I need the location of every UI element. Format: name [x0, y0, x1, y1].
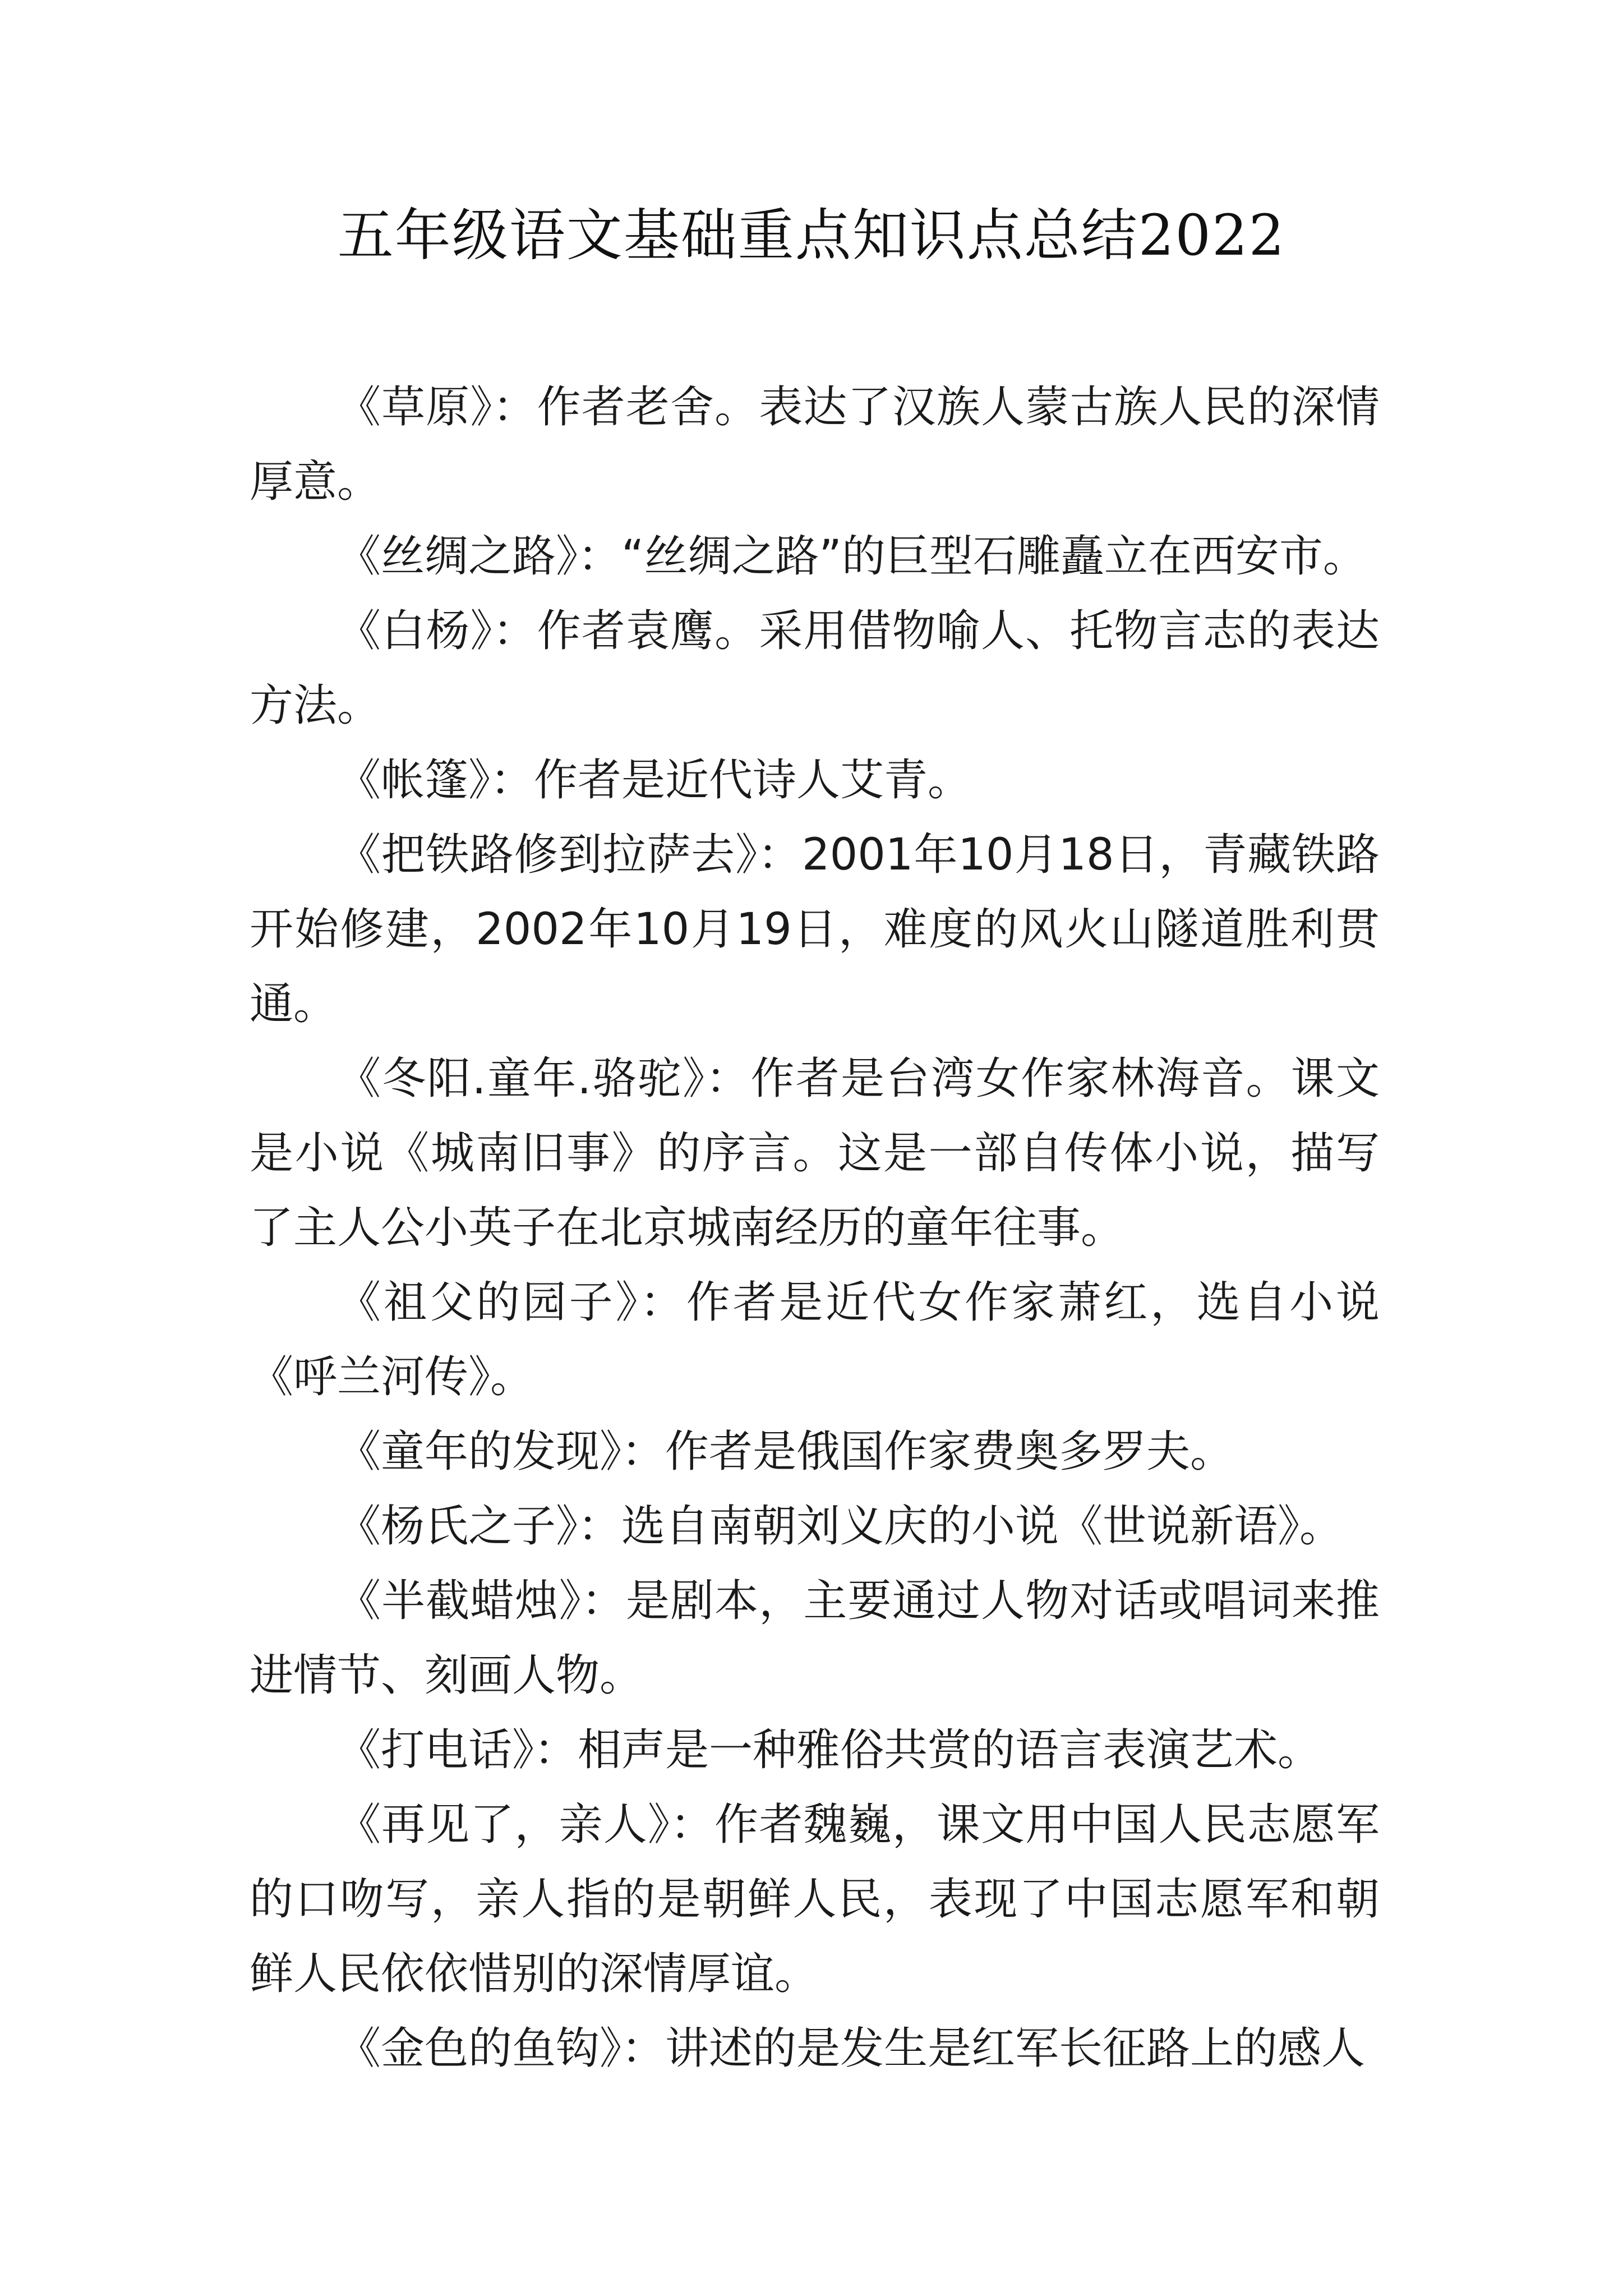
- paragraph-yangshizhizi: 《杨氏之子》：选自南朝刘义庆的小说《世说新语》。: [337, 1501, 1344, 1552]
- paragraph-zaijian-qinren: 《再见了，亲人》：作者魏巍，课文用中国人民志愿军的口吻写，亲人指的是朝鲜人民，表现了中国志愿军和朝鲜人民依依惜别的深情厚谊。: [250, 1800, 1380, 1999]
- paragraph-caoyuan: 《草原》：作者老舍。表达了汉族人蒙古族人民的深情厚意。: [250, 382, 1380, 507]
- paragraph-zufu-yuanzi: 《祖父的园子》：作者是近代女作家萧红，选自小说《呼兰河传》。: [250, 1277, 1380, 1402]
- paragraph-baiyang: 《白杨》：作者袁鹰。采用借物喻人、托物言志的表达方法。: [250, 606, 1380, 731]
- document-body: [250, 370, 1380, 2086]
- paragraph-tongnian-faxian: 《童年的发现》：作者是俄国作家费奥多罗夫。: [337, 1427, 1234, 1477]
- paragraph-tielu-lasa: 《把铁路修到拉萨去》：2001年10月18日，青藏铁路开始修建，2002年10月19日，难度的风火山隧道胜利贯通。: [250, 830, 1380, 1029]
- paragraph-dongyang-tongnian-luotuo: 《冬阳.童年.骆驼》：作者是台湾女作家林海音。课文是小说《城南旧事》的序言。这是一部自传体小说，描写了主人公小英子在北京城南经历的童年往事。: [250, 1053, 1380, 1253]
- paragraph-sichouzhilu: 《丝绸之路》：“丝绸之路”的巨型石雕矗立在西安市。: [337, 531, 1367, 582]
- paragraph-zhangpeng: 《帐篷》：作者是近代诗人艾青。: [337, 755, 972, 806]
- paragraph-banjie-lazhu: 《半截蜡烛》：是剧本，主要通过人物对话或唱词来推进情节、刻画人物。: [250, 1576, 1380, 1701]
- paragraph-jinse-yugou: 《金色的鱼钩》：讲述的是发生是红军长征路上的感人: [337, 2023, 1366, 2074]
- page-title: 五年级语文基础重点知识点总结2022: [337, 203, 1286, 268]
- paragraph-dadianhua: 《打电话》：相声是一种雅俗共赏的语言表演艺术。: [337, 1725, 1322, 1775]
